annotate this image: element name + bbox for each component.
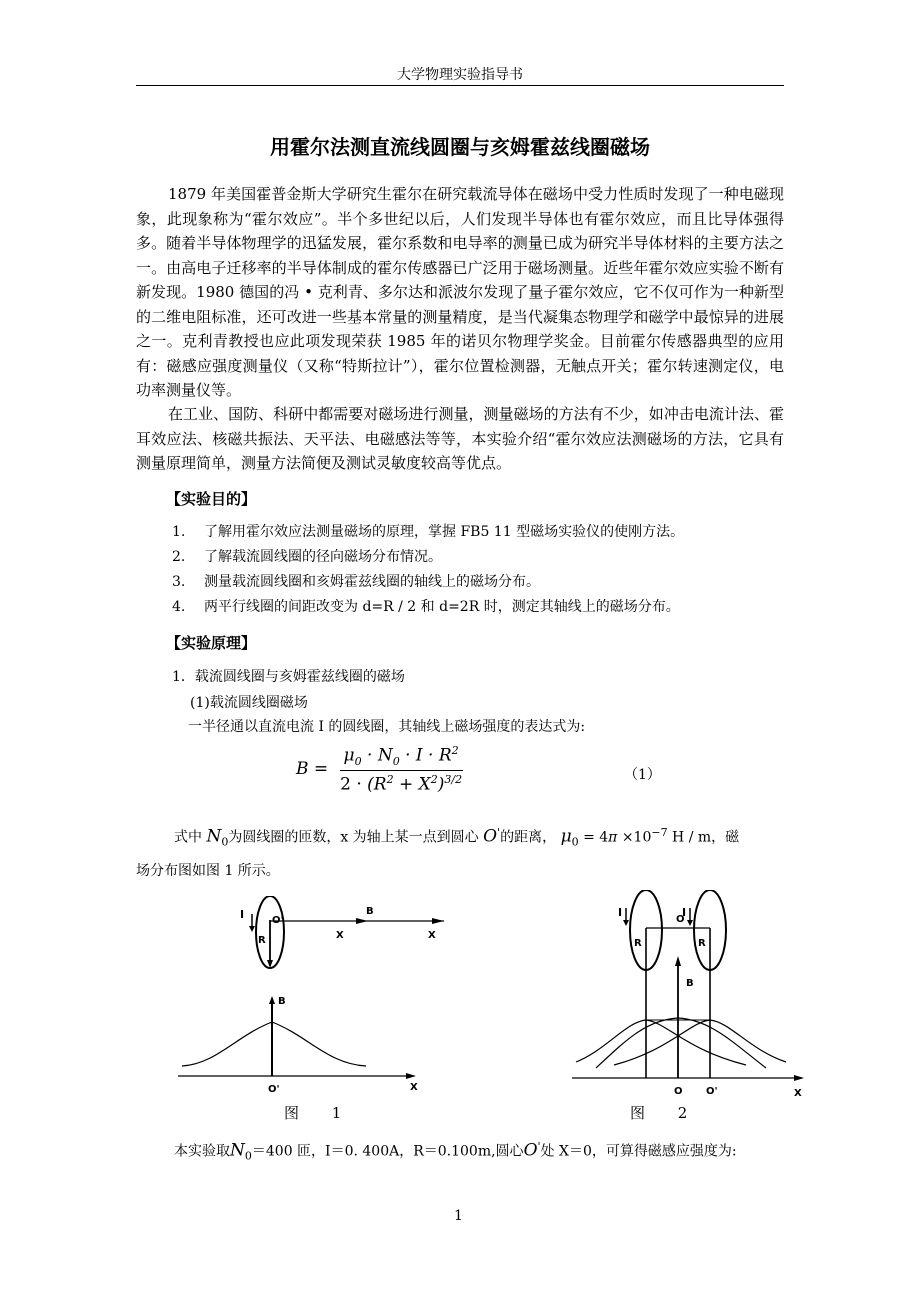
- field-label: B: [366, 906, 374, 917]
- formula-description: 式中 $N_0$为圆线圈的匝数，x 为轴上某一点到圆心 O'的距离， $\mu_0 = 4\pi \times 10^{-7}$ H / m，磁: [174, 826, 740, 849]
- figure-2-caption: 图 2: [630, 1104, 702, 1122]
- field-curve: [182, 1022, 366, 1066]
- x-axis-label: X: [410, 1082, 418, 1093]
- purpose-heading: 【实验目的】: [166, 490, 257, 508]
- formula-intro: 一半径通以直流电流 I 的圆线圈，其轴线上磁场强度的表达式为:: [188, 719, 586, 735]
- current-label: I: [240, 908, 245, 921]
- x-label-mid: X: [336, 930, 344, 941]
- formula-fraction: $\frac{\mu_0 \cdot N_0 \cdot I \cdot R^2}{2 \cdot (R^2 + X^2)^{3/2}}$: [340, 744, 463, 795]
- purpose-list: [172, 520, 684, 620]
- page-number: 1: [454, 1208, 463, 1224]
- left-coil-curve: [576, 1020, 746, 1065]
- offset-origin-label: O': [706, 1086, 718, 1097]
- equation-number: （1）: [624, 767, 661, 783]
- intro-paragraph-1: [136, 182, 784, 403]
- radius-label: R: [258, 935, 266, 946]
- equation-1: [296, 744, 463, 795]
- current-label-left: I: [618, 906, 623, 919]
- list-item: 2. 了解载流圆线圈的径向磁场分布情况。: [172, 549, 442, 565]
- b-axis-label: B: [686, 978, 694, 989]
- formula-description-line2: 场分布图如图 1 所示。: [136, 863, 280, 879]
- subsection-1-1: (1)载流圆线圈磁场: [190, 695, 308, 711]
- running-header: 大学物理实验指导书: [397, 67, 523, 83]
- b-axis-label: B: [278, 996, 286, 1007]
- origin-label: O: [674, 1086, 683, 1097]
- list-item: 1. 了解用霍尔效应法测量磁场的原理，掌握 FB5 11 型磁场实验仪的使刚方法。: [172, 524, 685, 540]
- principle-heading: 【实验原理】: [166, 634, 257, 652]
- x-axis-label: X: [794, 1088, 802, 1099]
- radius-label-left: R: [634, 938, 642, 949]
- x-label-end: X: [428, 930, 436, 941]
- figure-2-diagram: [566, 890, 806, 1100]
- combined-curve: [596, 1018, 766, 1068]
- intro-text-2: 在工业、国防、科研中都需要对磁场进行测量，测量磁场的方法有不少，如冲击电流计法、霍耳效应法、核磁共振法、天平法、电磁感法等等，本实验介绍“霍尔效应法测磁场的方法，它具有测量原理简单，测量方法简便及测试灵敏度较高等优点。: [136, 405, 784, 472]
- radius-label-right: R: [698, 938, 706, 949]
- subsection-1: 1．载流圆线圈与亥姆霍兹线圈的磁场: [172, 669, 405, 685]
- current-label-right: I: [682, 906, 687, 919]
- list-item: 3. 测量载流圆线圈和亥姆霍兹线圈的轴线上的磁场分布。: [172, 574, 540, 590]
- center-label: O: [676, 914, 685, 925]
- page-title: 用霍尔法测直流线圆圈与亥姆霍兹线圈磁场: [270, 135, 650, 159]
- right-coil-curve: [614, 1020, 786, 1065]
- formula-lhs: B =: [296, 758, 329, 779]
- origin-label: O': [268, 1084, 280, 1095]
- final-sentence: 本实验取$N_0=400$ 匝，I＝0. 400A，R＝0.100m,圆心O'处 X＝0，可算得磁感应强度为:: [174, 1140, 737, 1163]
- figure-1-diagram: [176, 896, 446, 1096]
- list-item: 4. 两平行线圈的间距改变为 d=R / 2 和 d=2R 时，测定其轴线上的磁场分布。: [172, 599, 680, 615]
- intro-text-1: 1879 年美国霍普金斯大学研究生霍尔在研究载流导体在磁场中受力性质时发现了一种电磁现象，此现象称为“霍尔效应”。半个多世纪以后，人们发现半导体也有霍尔效应，而且比导体强得多。随着半导体物理学的迅猛发展，霍尔系数和电导率的测量已成为研究半导体材料的主要方法之一。由高电子迁移率的半导体制成的霍尔传感器已广泛用于磁场测量。近些年霍尔效应实验不断有新发现。1980 德国的冯 • 克利青、多尔达和派波尔发现了量子霍尔效应，它不仅可作为一种新型的二维电阻标准，还可改进一些基本常量的测量精度，是当代凝集态物理学和磁学中最惊异的进展之一。克利青教授也应此项发现荣获 1985 年的诺贝尔物理学奖金。目前霍尔传感器典型的应用有：磁感应强度测量仪（又称“特斯拉计”），霍尔位置检测器，无触点开关；霍尔转速测定仪，电功率测量仪等。: [136, 185, 784, 399]
- header-rule: [136, 85, 784, 86]
- intro-paragraph-2: [136, 402, 784, 476]
- center-label: O': [272, 915, 284, 926]
- figure-1-caption: 图 1: [284, 1104, 356, 1122]
